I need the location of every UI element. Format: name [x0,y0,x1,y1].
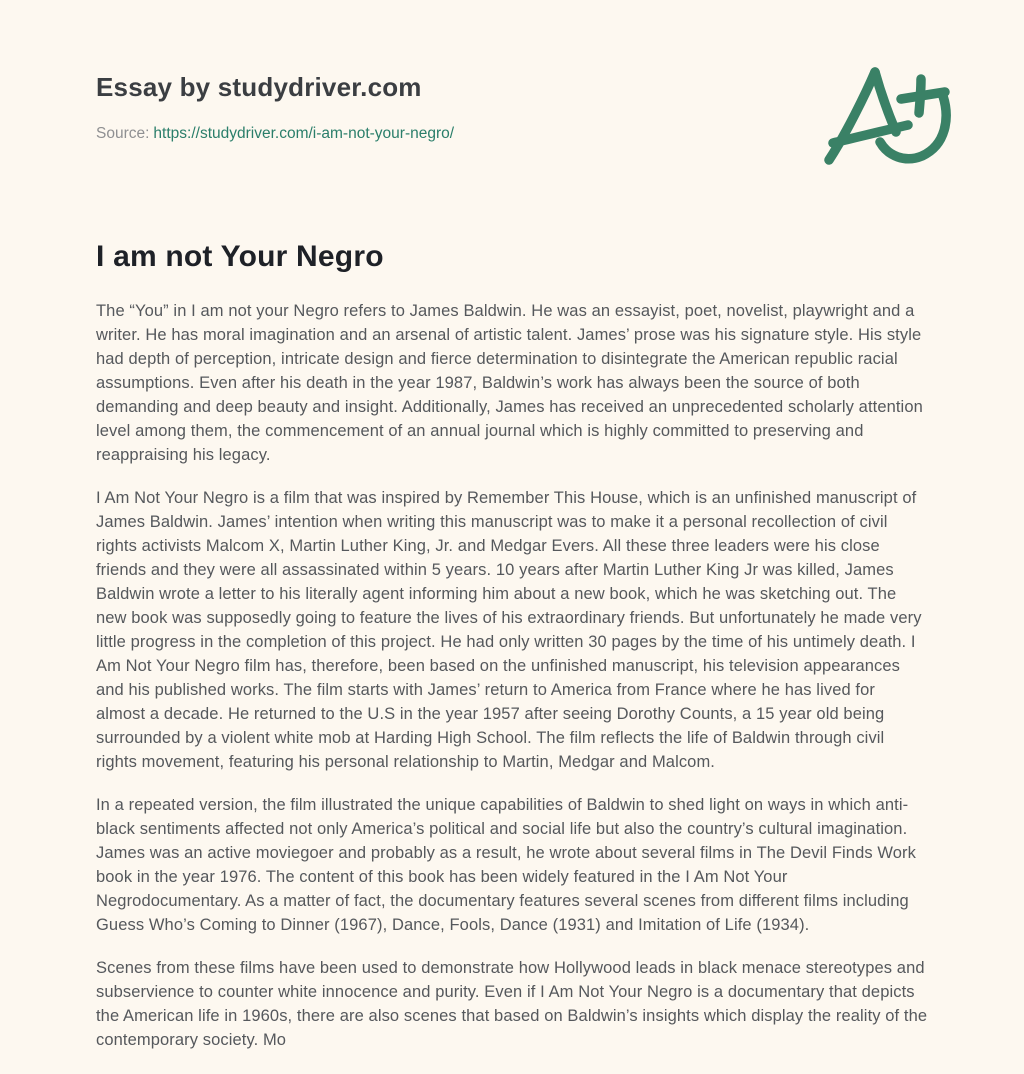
essay-by-heading: Essay by studydriver.com [96,72,422,102]
a-plus-logo [816,56,964,174]
essay-paragraph: I Am Not Your Negro is a film that was inspired by Remember This House, which is an unfinished manuscript of James Baldwin. James’ intention when writing this manuscript was to make it a personal recollection of civil rights activists Malcom X, Martin Luther King, Jr. and Medgar Evers. All these three leaders were his close friends and they were all assassinated within 5 years. 10 years after Martin Luther King Jr was killed, James Baldwin wrote a letter to his literally agent informing him about a new book, which he was sketching out. The new book was supposedly going to feature the lives of his extraordinary friends. But unfortunately he made very little progress in the completion of this project. He had only written 30 pages by the time of his untimely death. I Am Not Your Negro film has, therefore, been based on the unfinished manuscript, his television appearances and his published works. The film starts with James’ return to America from France where he has lived for almost a decade. He returned to the U.S in the year 1957 after seeing Dorothy Counts, a 15 year old being surrounded by a violent white mob at Harding High School. The film reflects the life of Baldwin through civil rights movement, featuring his personal relationship to Martin, Medgar and Malcom. [96,489,922,771]
essay-paragraph: In a repeated version, the film illustrated the unique capabilities of Baldwin to shed light on ways in which anti-black sentiments affected not only America’s political and social life but also the country’s cultural imagination. James was an active moviegoer and probably as a result, he wrote about several films in The Devil Finds Work book in the year 1976. The content of this book has been widely featured in the I Am Not Your Negrodocumentary. As a matter of fact, the documentary features several scenes from different films including Guess Who’s Coming to Dinner (1967), Dance, Fools, Dance (1931) and Imitation of Life (1934). [96,796,916,934]
essay-paragraph: Scenes from these films have been used to demonstrate how Hollywood leads in black menace stereotypes and subservience to counter white innocence and purity. Even if I Am Not Your Negro is a documentary that depicts the American life in 1960s, there are also scenes that based on Baldwin’s insights which display the reality of the contemporary society. Mo [96,959,928,1049]
source-link[interactable]: https://studydriver.com/i-am-not-your-negro/ [153,125,455,142]
essay-paragraph: The “You” in I am not your Negro refers to James Baldwin. He was an essayist, poet, novelist, playwright and a writer. He has moral imagination and an arsenal of artistic talent. James’ prose was his signature style. His style had depth of perception, intricate design and fierce determination to disintegrate the American republic racial assumptions. Even after his death in the year 1987, Baldwin’s work has always been the source of both demanding and deep beauty and insight. Additionally, James has received an unprecedented scholarly attention level among them, the commencement of an annual journal which is highly committed to preserving and reappraising his legacy. [96,302,923,464]
page-header [96,72,928,143]
source-line [96,125,928,143]
essay-title: I am not Your Negro [96,240,384,273]
source-label: Source: [96,125,150,142]
